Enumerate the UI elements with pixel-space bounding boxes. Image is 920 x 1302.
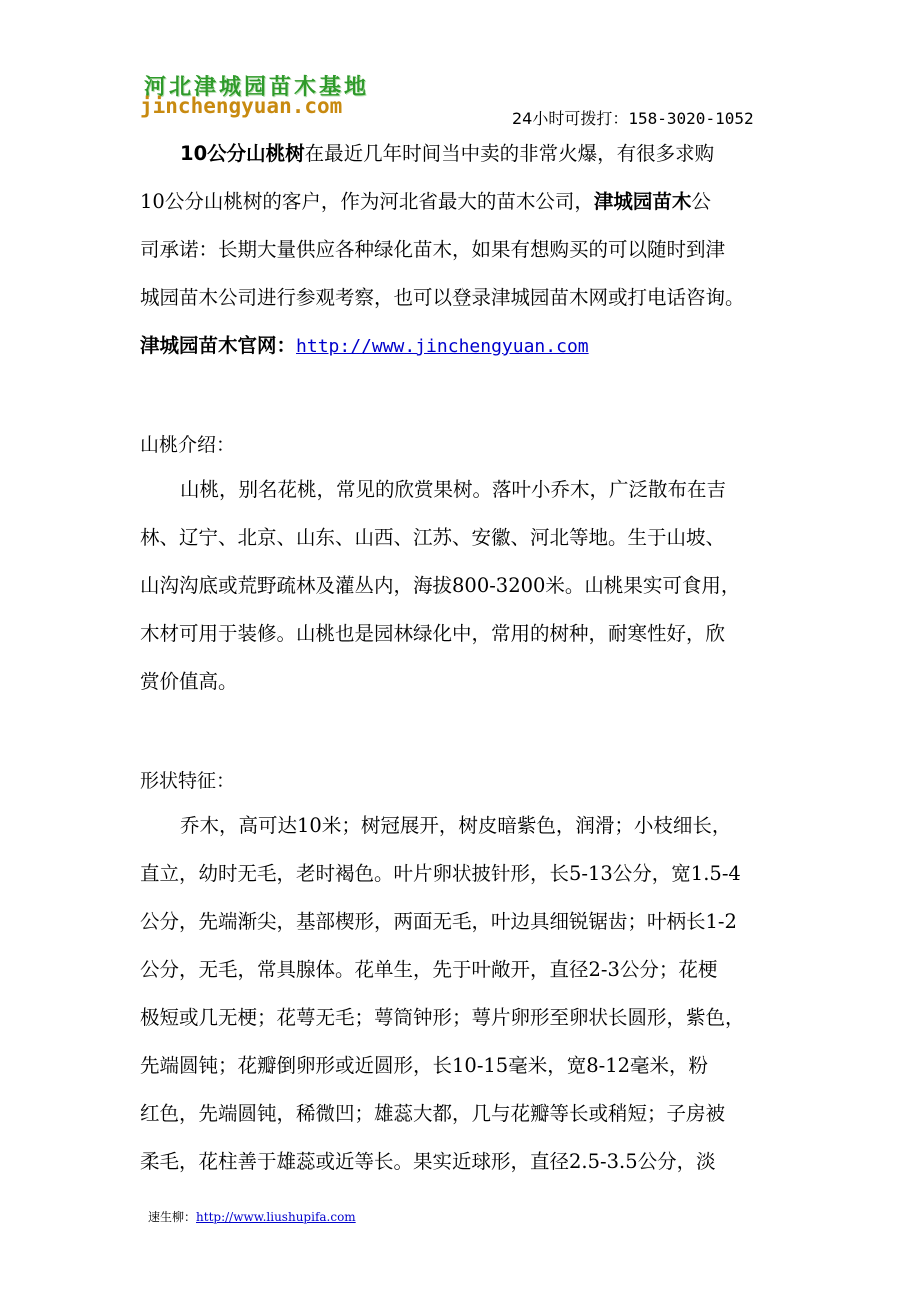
page-footer: [148, 1208, 356, 1225]
section2-line-4: 公分，无毛，常具腺体。花单生，先于叶敞开，直径2-3公分；花梗: [140, 958, 718, 981]
hotline: [512, 106, 754, 129]
section2-line-8: 柔毛，花柱善于雄蕊或近等长。果实近球形，直径2.5-3.5公分，淡: [140, 1150, 716, 1173]
footer-label: 速生柳：: [148, 1210, 197, 1224]
section2-line-7: 红色，先端圆钝，稀微凹；雄蕊大都，几与花瓣等长或稍短；子房被: [140, 1102, 726, 1125]
section1-line-4: 木材可用于装修。山桃也是园林绿化中，常用的树种，耐寒性好，欣: [140, 622, 726, 645]
section1-line-2: 林、辽宁、北京、山东、山西、江苏、安徽、河北等地。生于山坡、: [140, 526, 726, 549]
intro-line-2-text: 10公分山桃树的客户，作为河北省最大的苗木公司，: [140, 190, 594, 213]
intro-line-2: [140, 190, 790, 214]
logo-domain-text: jinchengyuan.com: [140, 94, 343, 118]
intro-line-1: [180, 142, 790, 166]
section1-line-5: 赏价值高。: [140, 670, 238, 693]
section-heading-intro: 山桃介绍：: [140, 434, 236, 456]
intro-line-2-tail: 公: [691, 190, 711, 213]
hotline-number: 158-3020-1052: [628, 109, 754, 128]
section2-line-2: 直立，幼时无毛，老时褐色。叶片卵状披针形，长5-13公分，宽1.5-4: [140, 862, 741, 885]
hotline-label: 24小时可拨打：: [512, 109, 629, 128]
keyword-product: 10公分山桃树: [180, 142, 305, 165]
section1-line-3: 山沟沟底或荒野疏林及灌丛内，海拔800-3200米。山桃果实可食用，: [140, 574, 741, 597]
section2-line-6: 先端圆钝；花瓣倒卵形或近圆形，长10-15毫米，宽8-12毫米，粉: [140, 1054, 709, 1077]
official-site-link[interactable]: http://www.jinchengyuan.com: [296, 336, 589, 357]
keyword-company: 津城园苗木: [593, 190, 692, 213]
intro-line-3: 司承诺：长期大量供应各种绿化苗木，如果有想购买的可以随时到津: [140, 238, 726, 261]
footer-link[interactable]: http://www.liushupifa.com: [196, 1210, 356, 1224]
official-site-line: [140, 334, 790, 359]
section-heading-features: 形状特征：: [140, 770, 236, 792]
section2-line-3: 公分，先端渐尖，基部楔形，两面无毛，叶边具细锐锯齿；叶柄长1-2: [140, 910, 737, 933]
official-site-label: 津城园苗木官网：: [140, 334, 297, 357]
logo-chinese-text: 河北津城园苗木基地: [144, 74, 370, 100]
section1-line-1: 山桃，别名花桃，常见的欣赏果树。落叶小乔木，广泛散布在吉: [180, 478, 727, 501]
section2-line-5: 极短或几无梗；花萼无毛；萼筒钟形；萼片卵形至卵状长圆形，紫色，: [140, 1006, 745, 1029]
intro-line-1-text: 在最近几年时间当中卖的非常火爆，有很多求购: [304, 142, 715, 165]
section2-line-1: 乔木，高可达10米；树冠展开，树皮暗紫色，润滑；小枝细长，: [180, 814, 732, 837]
company-logo: [140, 68, 370, 124]
intro-line-4: 城园苗木公司进行参观考察，也可以登录津城园苗木网或打电话咨询。: [140, 286, 745, 309]
